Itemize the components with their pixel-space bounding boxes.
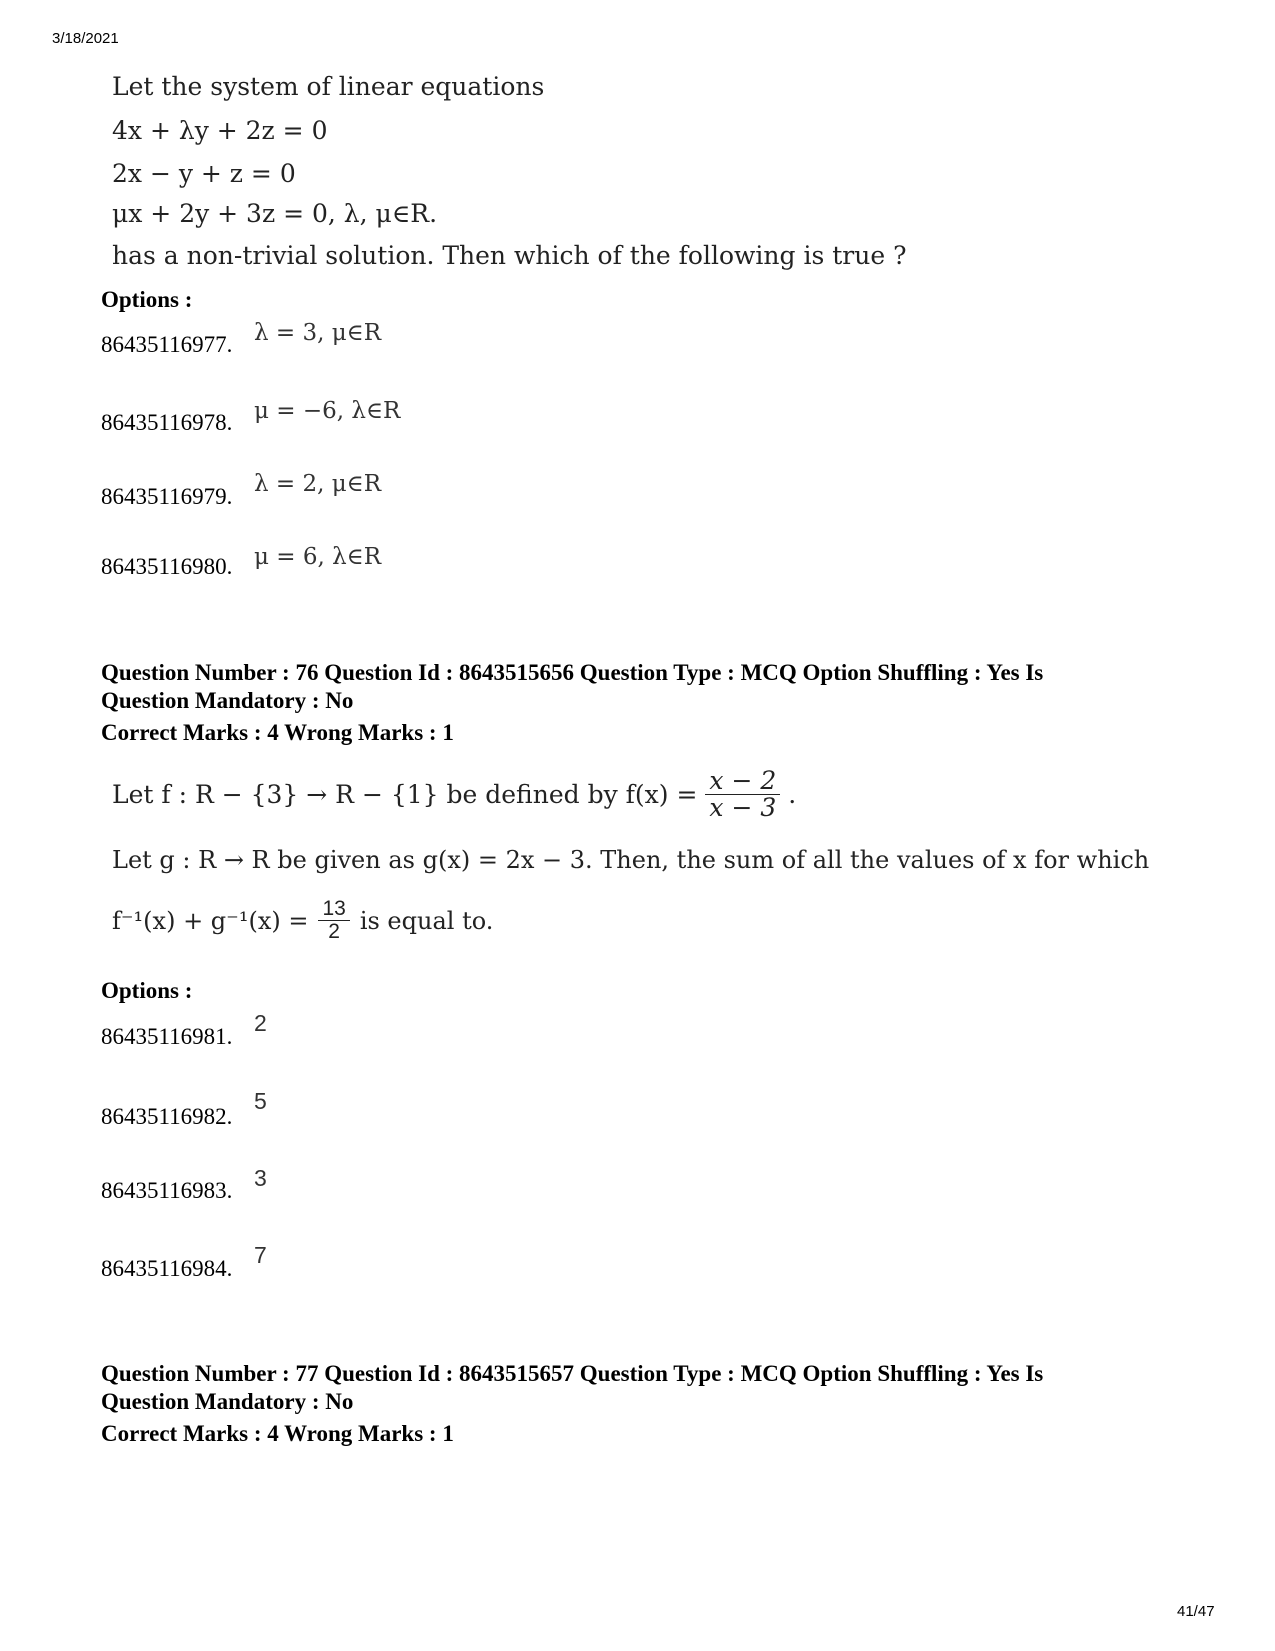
q76-stem-line-3-tail: is equal to. bbox=[359, 906, 494, 935]
q76-option-value-3[interactable]: 3 bbox=[254, 1165, 267, 1191]
q76-fraction-fx bbox=[705, 768, 780, 821]
q75-option-value-2[interactable]: μ = −6, λ∈R bbox=[254, 398, 401, 424]
q75-option-id-2: 86435116978. bbox=[101, 410, 233, 435]
q76-stem-line-1 bbox=[112, 768, 796, 821]
q76-option-id-4: 86435116984. bbox=[101, 1256, 233, 1281]
q76-stem-line-1-text: Let f : R − {3} → R − {1} be defined by f(x) = bbox=[112, 780, 698, 809]
q76-options-label: Options : bbox=[101, 978, 193, 1003]
page-number: 41/47 bbox=[1177, 1603, 1215, 1620]
q76-fraction-fx-numerator: x − 2 bbox=[705, 768, 780, 795]
q75-option-value-4[interactable]: μ = 6, λ∈R bbox=[254, 544, 382, 570]
q76-fraction-13-2 bbox=[318, 898, 349, 943]
print-date: 3/18/2021 bbox=[52, 30, 119, 47]
q75-stem-intro: Let the system of linear equations bbox=[112, 72, 545, 101]
q75-equation-2: 2x − y + z = 0 bbox=[112, 159, 296, 188]
q77-marks: Correct Marks : 4 Wrong Marks : 1 bbox=[101, 1421, 454, 1446]
q76-option-value-2[interactable]: 5 bbox=[254, 1088, 267, 1114]
q75-equation-1: 4x + λy + 2z = 0 bbox=[112, 116, 328, 145]
q76-fraction-fx-denominator: x − 3 bbox=[709, 793, 777, 822]
q76-option-id-3: 86435116983. bbox=[101, 1178, 233, 1203]
q75-option-value-3[interactable]: λ = 2, μ∈R bbox=[254, 471, 382, 497]
q75-option-id-3: 86435116979. bbox=[101, 484, 233, 509]
q76-option-id-1: 86435116981. bbox=[101, 1024, 233, 1049]
q76-fraction-13-2-numerator: 13 bbox=[318, 898, 349, 921]
q75-question-text: has a non-trivial solution. Then which of the following is true ? bbox=[112, 241, 907, 270]
q75-options-label: Options : bbox=[101, 287, 193, 312]
q76-fraction-13-2-denominator: 2 bbox=[328, 920, 340, 943]
q76-stem-line-3-text: f⁻¹(x) + g⁻¹(x) = bbox=[112, 906, 309, 935]
q76-option-value-1[interactable]: 2 bbox=[254, 1010, 267, 1036]
q75-option-id-1: 86435116977. bbox=[101, 332, 233, 357]
q75-option-value-1[interactable]: λ = 3, μ∈R bbox=[254, 320, 382, 346]
q76-option-id-2: 86435116982. bbox=[101, 1104, 233, 1129]
q76-option-value-4[interactable]: 7 bbox=[254, 1242, 267, 1268]
q76-stem-line-3 bbox=[112, 898, 493, 943]
q75-equation-3: μx + 2y + 3z = 0, λ, μ∈R. bbox=[112, 199, 438, 228]
q76-header-line-2: Question Mandatory : No bbox=[101, 688, 354, 713]
q76-header-line-1: Question Number : 76 Question Id : 8643515656 Question Type : MCQ Option Shuffling : Yes Is bbox=[101, 660, 1044, 685]
q77-header-line-2: Question Mandatory : No bbox=[101, 1389, 354, 1414]
q75-option-id-4: 86435116980. bbox=[101, 554, 233, 579]
q77-header-line-1: Question Number : 77 Question Id : 8643515657 Question Type : MCQ Option Shuffling : Yes Is bbox=[101, 1361, 1044, 1386]
q76-marks: Correct Marks : 4 Wrong Marks : 1 bbox=[101, 720, 454, 745]
q76-stem-line-1-period: . bbox=[788, 780, 797, 809]
q76-stem-line-2: Let g : R → R be given as g(x) = 2x − 3. Then, the sum of all the values of x for which bbox=[112, 846, 1150, 874]
